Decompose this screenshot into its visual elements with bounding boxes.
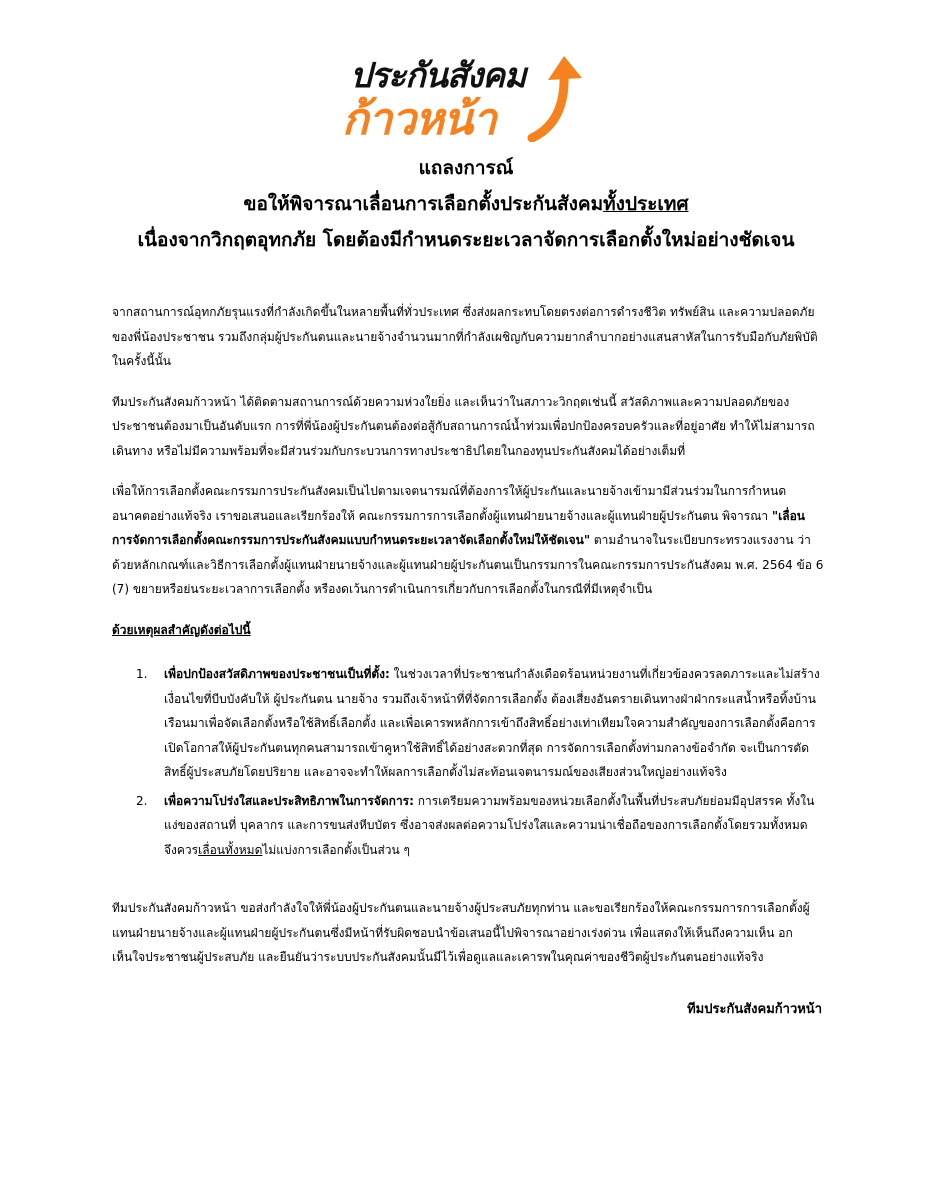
list-item-text: การเตรียมความพร้อมของหน่วยเลือกตั้งในพื้นที่ประสบภัยย่อมมีอุปสรรค ทั้งในแง่ของสถานที่ บุคลากร และการขนส่งหีบบัตร ซึ่งอาจส่งผลต่อความโปร่งใสและความน่าเชื่อถือของการเลือกตั้งโดยรวมทั้งหมด จึงควร xyxy=(164,793,815,857)
list-item-title: เพื่อความโปร่งใสและประสิทธิภาพในการจัดการ: xyxy=(164,793,414,808)
closing-paragraph: ทีมประกันสังคมก้าวหน้า ขอส่งกำลังใจให้พี่น้องผู้ประกันตนและนายจ้างผู้ประสบภัยทุกท่าน และขอเรียกร้องให้คณะกรรมการการเลือกตั้งผู้แทนฝ่ายนายจ้างและผู้แทนฝ่ายผู้ประกันตนซึ่งมีหน้าที่รับผิดชอบนำข้อเสนอนี้ไปพิจารณาอย่างเร่งด่วน เพื่อแสดงให้เห็นถึงความเห็น อกเห็นใจประชาชนผู้ประสบภัย และยืนยันว่าระบบประกันสังคมนั้นมีไว้เพื่อดูแลและเคารพในคุณค่าของชีวิตผู้ประกันตนอย่างแท้จริง xyxy=(112,901,810,964)
paragraph-3-text-a: เพื่อให้การเลือกตั้งคณะกรรมการประกันสังคมเป็นไปตามเจตนารมณ์ที่ต้องการให้ผู้ประกันและนายจ้างเข้ามามีส่วนร่วมในการกำหนดอนาคตอย่างแท้จริง เราขอเสนอและเรียกร้องให้ คณะกรรมการการเลือกตั้งผู้แทนฝ่ายนายจ้างและผู้แทนฝ่ายผู้ประกันตน พิจารณา xyxy=(112,484,787,523)
list-item-title: เพื่อปกป้องสวัสดิภาพของประชาชนเป็นที่ตั้ง: xyxy=(164,667,390,681)
paragraph-3-emphasis: "เลื่อนการจัดการเลือกตั้งคณะกรรมการประกันสังคมแบบกำหนดระยะเวลาจัดเลือกตั้งใหม่ให้ชัดเจน" xyxy=(112,508,806,547)
logo-line2: ก้าวหน้า xyxy=(342,94,496,145)
title-request xyxy=(0,186,932,222)
logo-line1: ประกันสังคม xyxy=(350,56,526,96)
title-request-underlined: ทั้งประเทศ xyxy=(603,193,689,215)
title-reason: เนื่องจากวิกฤตอุทกภัย โดยต้องมีกำหนดระยะเวลาจัดการเลือกตั้งใหม่อย่างชัดเจน xyxy=(137,229,795,251)
paragraph-3-text-c: ตามอำนาจในระเบียบกระทรวงแรงงาน ว่าด้วยหลักเกณฑ์และวิธีการเลือกตั้งผู้แทนฝ่ายนายจ้างและผู้แทนฝ่ายผู้ประกันตนเป็นกรรมการในคณะกรรมการประกันสังคม พ.ศ. 2564 ข้อ 6 (7) ขยายหรือย่นระยะเวลาการเลือกตั้ง หรืองดเว้นการดำเนินการเกี่ยวกับการเลือกตั้งในกรณีที่มีเหตุจำเป็น xyxy=(112,533,824,596)
reasons-heading: ด้วยเหตุผลสำคัญดังต่อไปนี้ xyxy=(112,622,251,637)
paragraph-1: จากสถานการณ์อุทกภัยรุนแรงที่กำลังเกิดขึ้นในหลายพื้นที่ทั่วประเทศ ซึ่งส่งผลกระทบโดยตรงต่อการดำรงชีวิต ทรัพย์สิน และความปลอดภัยของพี่น้องประชาชน รวมถึงกลุ่มผู้ประกันตนและนายจ้างจำนวนมากที่กำลังเผชิญกับความยากลำบากอย่างแสนสาหัสในการรับมือกับภัยพิบัติในครั้งนี้นั้น xyxy=(112,305,818,368)
logo xyxy=(330,48,600,145)
reasons-list xyxy=(112,662,824,862)
list-item-number: 2. xyxy=(136,793,148,808)
list-item-number: 1. xyxy=(136,667,148,681)
list-item xyxy=(112,789,824,863)
document-body xyxy=(112,300,824,986)
list-item-tail: ไม่แบ่งการเลือกตั้งเป็นส่วน ๆ xyxy=(262,842,410,857)
paragraph-2: ทีมประกันสังคมก้าวหน้า ได้ติดตามสถานการณ์ด้วยความห่วงใยยิ่ง และเห็นว่าในสภาวะวิกฤตเช่นนี้ สวัสดิภาพและความปลอดภัยของประชาชนต้องมาเป็นอันดับแรก การที่พี่น้องผู้ประกันตนต้องต่อสู้กับสถานการณ์น้ำท่วมเพื่อปกป้องครอบครัวและที่อยู่อาศัย ทำให้ไม่สามารถเดินทาง หรือไม่มีความพร้อมที่จะมีส่วนร่วมกับกระบวนการทางประชาธิปไตยในกองทุนประกันสังคมได้อย่างเต็มที่ xyxy=(112,394,815,458)
list-item xyxy=(112,662,824,785)
title-request-text: ขอให้พิจารณาเลื่อนการเลือกตั้งประกันสังคม xyxy=(243,193,604,215)
paragraph-3 xyxy=(112,479,824,602)
signature: ทีมประกันสังคมก้าวหน้า xyxy=(687,1002,822,1017)
title-statement: แถลงการณ์ xyxy=(418,157,514,179)
list-item-text: ในช่วงเวลาที่ประชาชนกำลังเดือดร้อนหน่วยงานที่เกี่ยวข้องควรลดภาระและไม่สร้างเงื่อนไขที่บีบบังคับให้ ผู้ประกันตน นายจ้าง รวมถึงเจ้าหน้าที่ที่จัดการเลือกตั้ง ต้องเสี่ยงอันตรายเดินทางฝ่าฝ่ากระแสน้ำหรือทิ้งบ้านเรือนมาเพื่อจัดเลือกตั้งหรือใช้สิทธิ์เลือกตั้ง และเพื่อเคารพหลักการเข้าถึงสิทธิ์อย่างเท่าเทียมใจความสำคัญของการเลือกตั้งคือการเปิดโอกาสให้ผู้ประกันตนทุกคนสามารถเข้าคูหาใช้สิทธิ์ได้อย่างสะดวกที่สุด การจัดการเลือกตั้งท่ามกลางข้อจำกัด จะเป็นการตัดสิทธิ์ผู้ประสบภัยโดยปริยาย และอาจจะทำให้ผลการเลือกตั้งไม่สะท้อนเจตนารมณ์ของเสียงส่วนใหญ่อย่างแท้จริง xyxy=(164,667,820,779)
title-block xyxy=(0,150,932,258)
arrow-up-icon xyxy=(526,52,590,142)
list-item-underlined: เลื่อนทั้งหมด xyxy=(198,842,263,857)
